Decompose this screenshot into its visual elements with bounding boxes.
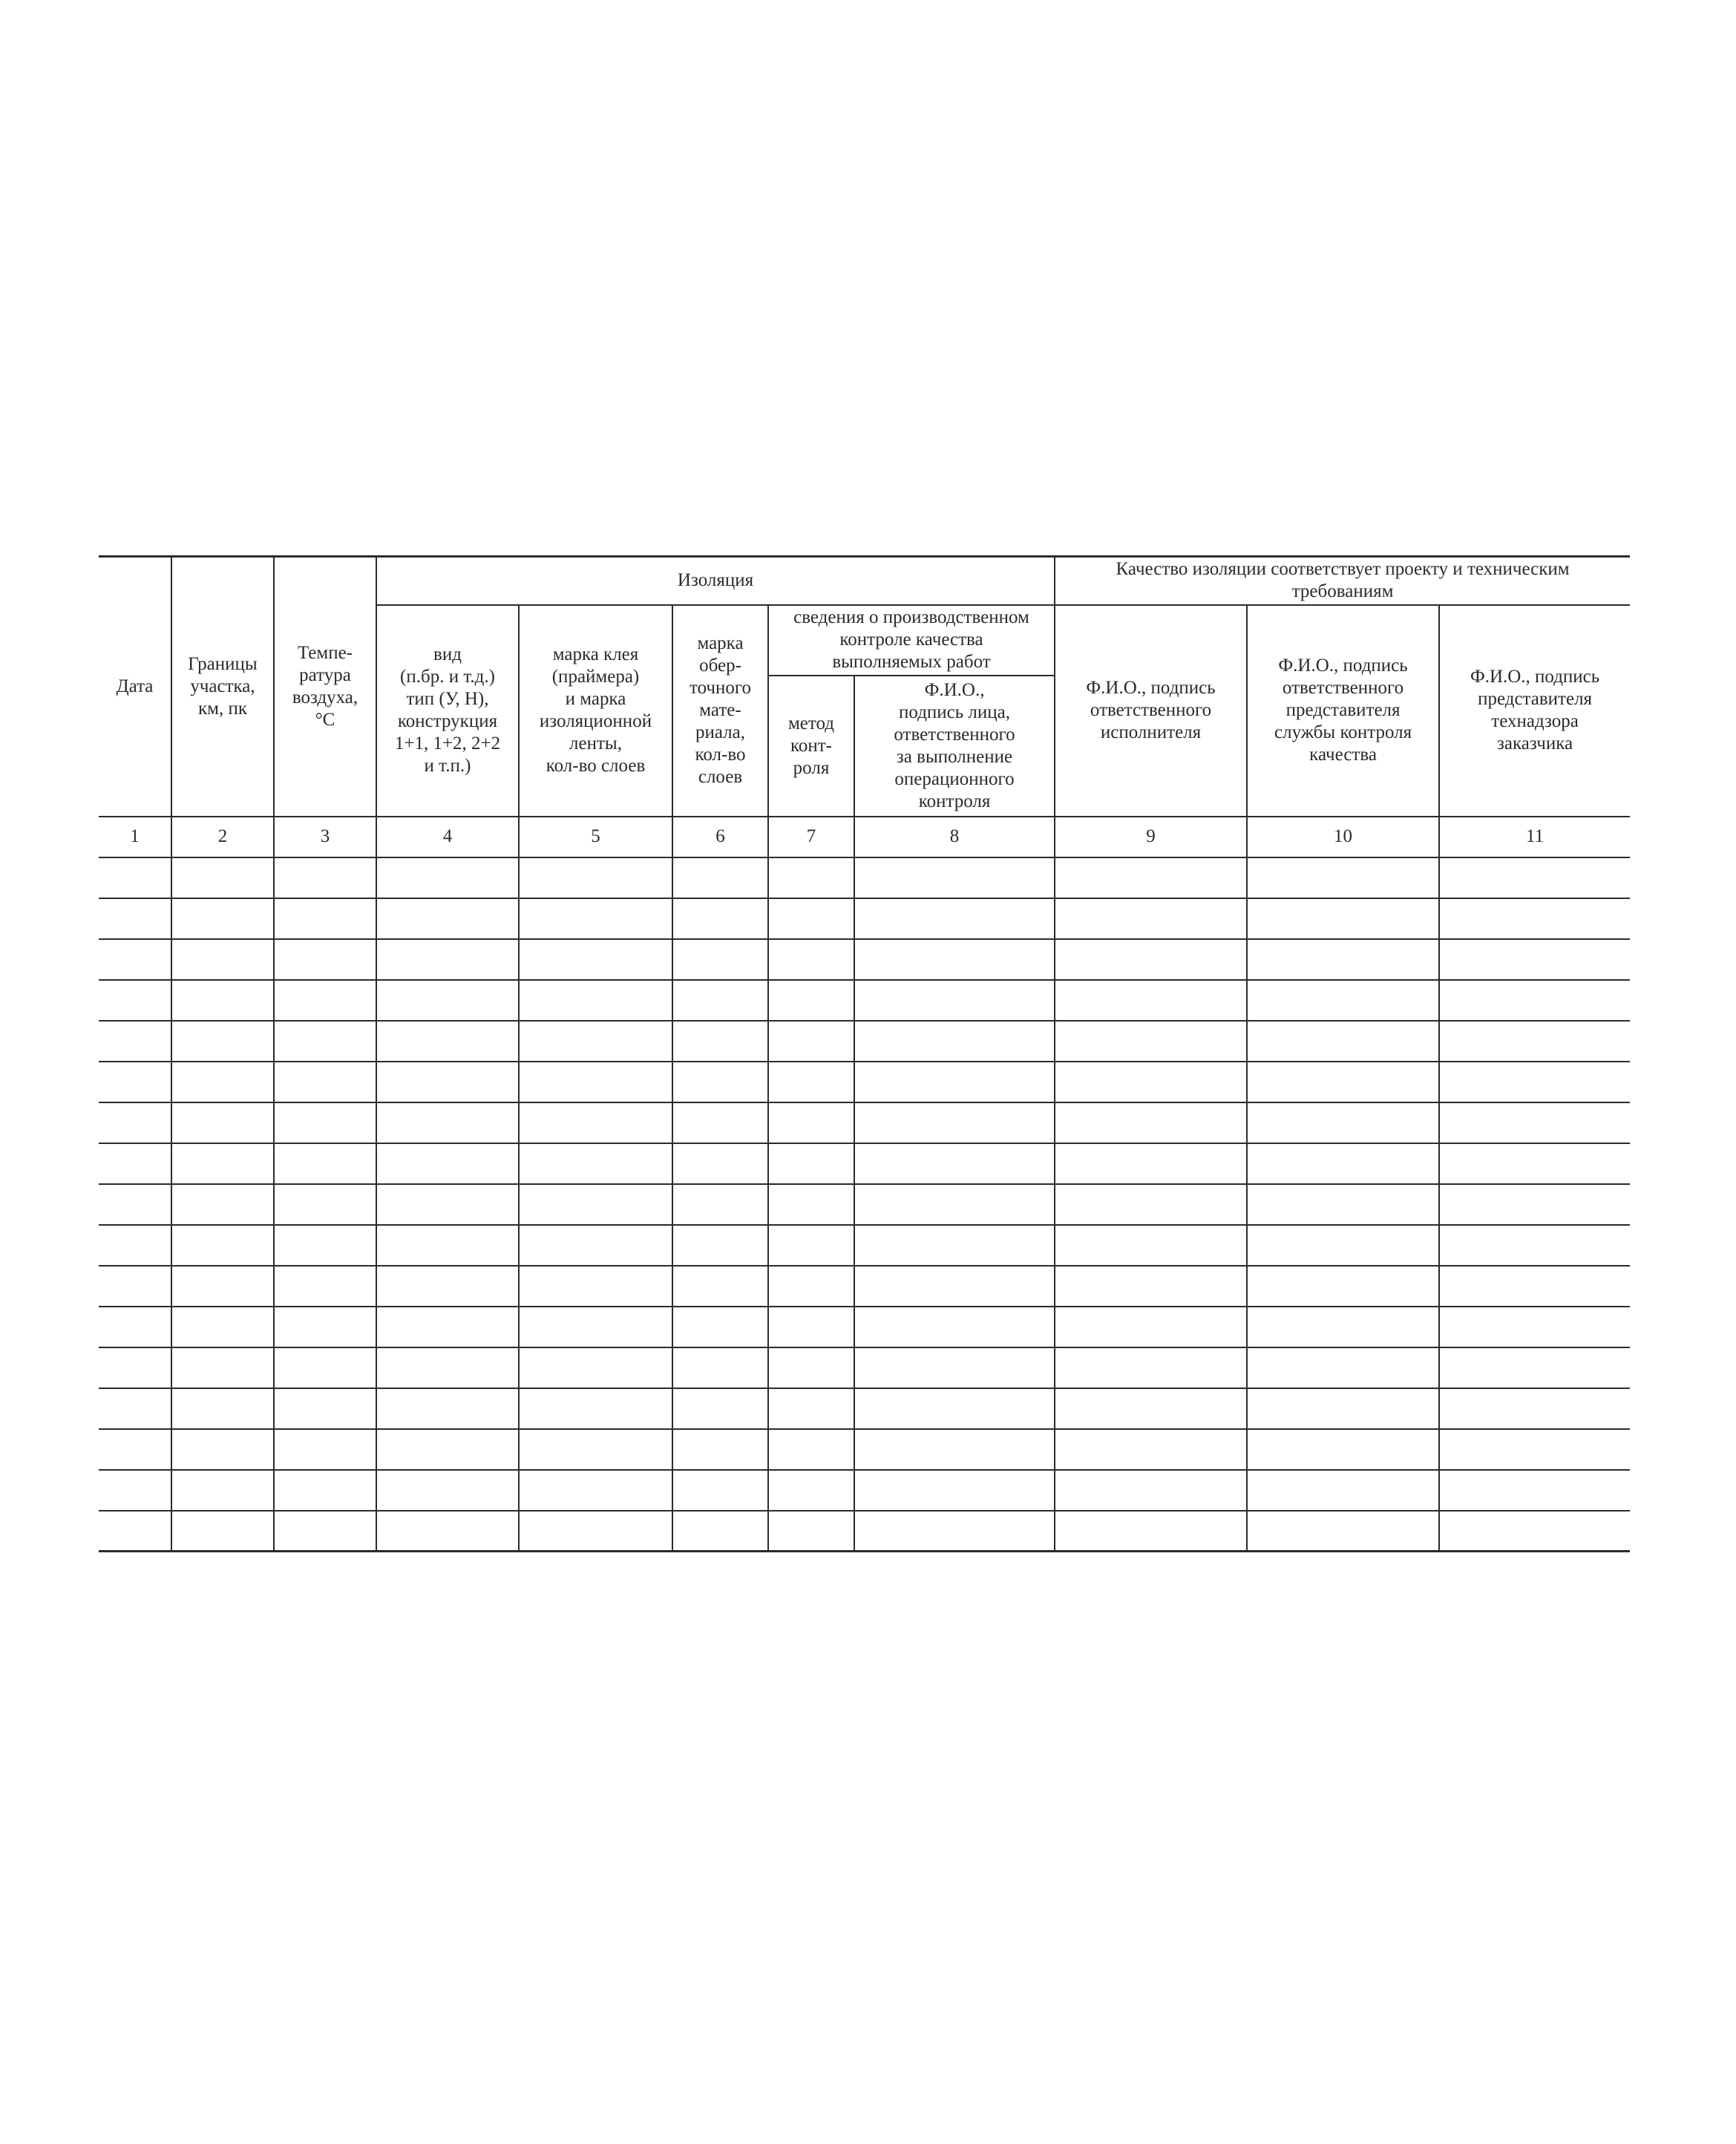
table-cell[interactable]	[1055, 1266, 1247, 1307]
table-row	[99, 1184, 1630, 1225]
table-cell[interactable]	[854, 898, 1055, 939]
table-row	[99, 1143, 1630, 1184]
table-cell[interactable]	[99, 898, 171, 939]
table-cell[interactable]	[1055, 1429, 1247, 1470]
table-cell[interactable]	[672, 1388, 768, 1429]
table-cell[interactable]	[99, 1143, 171, 1184]
table-cell[interactable]	[519, 1225, 672, 1266]
table-cell[interactable]	[768, 939, 854, 980]
table-cell[interactable]	[171, 1062, 274, 1102]
table-cell[interactable]	[1247, 898, 1439, 939]
table-cell[interactable]	[1247, 1511, 1439, 1552]
table-cell[interactable]	[274, 1266, 376, 1307]
table-cell[interactable]	[768, 980, 854, 1021]
table-cell[interactable]	[376, 1062, 519, 1102]
table-cell[interactable]	[1055, 1307, 1247, 1347]
table-cell[interactable]	[1439, 939, 1630, 980]
table-cell[interactable]	[672, 1511, 768, 1552]
table-cell[interactable]	[672, 1102, 768, 1143]
table-cell[interactable]	[672, 1184, 768, 1225]
table-cell[interactable]	[274, 1102, 376, 1143]
table-cell[interactable]	[1439, 898, 1630, 939]
column-number: 10	[1247, 817, 1439, 857]
table-row	[99, 1511, 1630, 1552]
table-cell[interactable]	[171, 857, 274, 898]
header-boundaries: Границы участка, км, пк	[171, 557, 274, 817]
table-cell[interactable]	[672, 1225, 768, 1266]
table-cell[interactable]	[768, 1470, 854, 1511]
table-cell[interactable]	[274, 1062, 376, 1102]
table-row	[99, 1102, 1630, 1143]
journal-sheet	[99, 555, 1630, 1552]
table-cell[interactable]	[274, 1307, 376, 1347]
table-cell[interactable]	[672, 1470, 768, 1511]
table-cell[interactable]	[1247, 939, 1439, 980]
table-cell[interactable]	[274, 939, 376, 980]
table-cell[interactable]	[274, 857, 376, 898]
table-cell[interactable]	[376, 1021, 519, 1062]
table-cell[interactable]	[1439, 1143, 1630, 1184]
table-cell[interactable]	[768, 1021, 854, 1062]
table-cell[interactable]	[1247, 1062, 1439, 1102]
table-cell[interactable]	[854, 1388, 1055, 1429]
table-cell[interactable]	[1247, 857, 1439, 898]
header-quality-service: Ф.И.О., подпись ответственного представителя службы контроля качества	[1247, 605, 1439, 817]
table-cell[interactable]	[672, 1062, 768, 1102]
column-number: 8	[854, 817, 1055, 857]
table-cell[interactable]	[171, 1307, 274, 1347]
header-type: вид (п.бр. и т.д.) тип (У, Н), конструкция 1+1, 1+2, 2+2 и т.п.)	[376, 605, 519, 817]
table-cell[interactable]	[99, 1307, 171, 1347]
table-cell[interactable]	[1247, 1470, 1439, 1511]
table-cell[interactable]	[672, 1266, 768, 1307]
table-cell[interactable]	[854, 1470, 1055, 1511]
table-cell[interactable]	[1247, 1266, 1439, 1307]
table-cell[interactable]	[768, 1143, 854, 1184]
column-number: 6	[672, 817, 768, 857]
table-cell[interactable]	[854, 857, 1055, 898]
table-cell[interactable]	[171, 1225, 274, 1266]
table-cell[interactable]	[376, 1266, 519, 1307]
header-executor: Ф.И.О., подпись ответственного исполнителя	[1055, 605, 1247, 817]
table-cell[interactable]	[854, 1225, 1055, 1266]
table-cell[interactable]	[519, 1266, 672, 1307]
table-row	[99, 939, 1630, 980]
table-cell[interactable]	[672, 1143, 768, 1184]
table-cell[interactable]	[519, 1470, 672, 1511]
table-cell[interactable]	[854, 1266, 1055, 1307]
table-cell[interactable]	[854, 1184, 1055, 1225]
table-cell[interactable]	[376, 1388, 519, 1429]
table-cell[interactable]	[1439, 1388, 1630, 1429]
table-cell[interactable]	[274, 1184, 376, 1225]
table-cell[interactable]	[376, 1184, 519, 1225]
table-cell[interactable]	[376, 939, 519, 980]
table-cell[interactable]	[768, 857, 854, 898]
table-cell[interactable]	[99, 1470, 171, 1511]
table-cell[interactable]	[672, 939, 768, 980]
table-cell[interactable]	[768, 1225, 854, 1266]
table-cell[interactable]	[672, 898, 768, 939]
header-isolation-group: Изоляция	[376, 557, 1055, 605]
table-row	[99, 1021, 1630, 1062]
table-cell[interactable]	[99, 1062, 171, 1102]
table-cell[interactable]	[99, 1266, 171, 1307]
table-cell[interactable]	[1055, 857, 1247, 898]
table-cell[interactable]	[768, 1062, 854, 1102]
table-cell[interactable]	[1439, 1470, 1630, 1511]
table-cell[interactable]	[519, 1062, 672, 1102]
table-cell[interactable]	[854, 939, 1055, 980]
table-cell[interactable]	[1055, 1062, 1247, 1102]
table-cell[interactable]	[171, 1102, 274, 1143]
table-cell[interactable]	[99, 1021, 171, 1062]
column-number: 11	[1439, 817, 1630, 857]
table-cell[interactable]	[171, 980, 274, 1021]
table-cell[interactable]	[768, 1429, 854, 1470]
table-row	[99, 1429, 1630, 1470]
table-row	[99, 898, 1630, 939]
table-cell[interactable]	[1439, 1062, 1630, 1102]
table-row	[99, 1062, 1630, 1102]
table-cell[interactable]	[1247, 1021, 1439, 1062]
header-date: Дата	[99, 557, 171, 817]
table-cell[interactable]	[171, 1429, 274, 1470]
table-cell[interactable]	[672, 1347, 768, 1388]
table-cell[interactable]	[376, 857, 519, 898]
table-cell[interactable]	[99, 1184, 171, 1225]
table-cell[interactable]	[854, 1307, 1055, 1347]
table-cell[interactable]	[1439, 857, 1630, 898]
table-cell[interactable]	[376, 980, 519, 1021]
table-cell[interactable]	[274, 898, 376, 939]
table-cell[interactable]	[171, 1388, 274, 1429]
isolation-journal-table	[99, 555, 1630, 1552]
table-cell[interactable]	[854, 1143, 1055, 1184]
table-cell[interactable]	[99, 1347, 171, 1388]
table-cell[interactable]	[1247, 1102, 1439, 1143]
table-cell[interactable]	[1055, 939, 1247, 980]
table-cell[interactable]	[519, 1429, 672, 1470]
table-cell[interactable]	[1439, 1266, 1630, 1307]
table-cell[interactable]	[1055, 1143, 1247, 1184]
table-cell[interactable]	[1055, 898, 1247, 939]
table-cell[interactable]	[171, 1143, 274, 1184]
table-cell[interactable]	[1439, 1307, 1630, 1347]
column-number: 3	[274, 817, 376, 857]
table-cell[interactable]	[1247, 1347, 1439, 1388]
table-row	[99, 1225, 1630, 1266]
table-cell[interactable]	[274, 1470, 376, 1511]
table-cell[interactable]	[274, 1225, 376, 1266]
table-cell[interactable]	[1055, 1388, 1247, 1429]
table-cell[interactable]	[274, 1511, 376, 1552]
header-row-1	[99, 557, 1630, 605]
table-cell[interactable]	[376, 1143, 519, 1184]
table-cell[interactable]	[376, 898, 519, 939]
table-cell[interactable]	[519, 898, 672, 939]
table-cell[interactable]	[854, 1102, 1055, 1143]
table-cell[interactable]	[274, 1347, 376, 1388]
header-control-group: сведения о производственном контроле качества выполняемых работ	[768, 605, 1055, 676]
table-cell[interactable]	[171, 1266, 274, 1307]
table-cell[interactable]	[376, 1307, 519, 1347]
table-cell[interactable]	[519, 1184, 672, 1225]
table-cell[interactable]	[1055, 1347, 1247, 1388]
table-cell[interactable]	[854, 1429, 1055, 1470]
column-number: 1	[99, 817, 171, 857]
table-row	[99, 857, 1630, 898]
table-cell[interactable]	[672, 980, 768, 1021]
table-cell[interactable]	[171, 1347, 274, 1388]
table-row	[99, 1307, 1630, 1347]
table-cell[interactable]	[854, 1021, 1055, 1062]
header-quality-group: Качество изоляции соответствует проекту и техническим требованиям	[1055, 557, 1630, 605]
table-cell[interactable]	[519, 1143, 672, 1184]
table-cell[interactable]	[1247, 1184, 1439, 1225]
table-cell[interactable]	[171, 1470, 274, 1511]
table-cell[interactable]	[1055, 1470, 1247, 1511]
table-cell[interactable]	[99, 1102, 171, 1143]
table-cell[interactable]	[99, 939, 171, 980]
table-cell[interactable]	[1247, 980, 1439, 1021]
table-cell[interactable]	[1439, 1184, 1630, 1225]
table-cell[interactable]	[519, 939, 672, 980]
header-customer-rep: Ф.И.О., подпись представителя технадзора заказчика	[1439, 605, 1630, 817]
table-cell[interactable]	[99, 1225, 171, 1266]
table-cell[interactable]	[1055, 1102, 1247, 1143]
table-cell[interactable]	[854, 980, 1055, 1021]
table-cell[interactable]	[274, 1388, 376, 1429]
table-cell[interactable]	[1055, 1184, 1247, 1225]
table-cell[interactable]	[274, 1021, 376, 1062]
table-cell[interactable]	[519, 980, 672, 1021]
table-cell[interactable]	[1055, 1511, 1247, 1552]
table-cell[interactable]	[768, 1511, 854, 1552]
table-cell[interactable]	[768, 1266, 854, 1307]
table-cell[interactable]	[854, 1062, 1055, 1102]
header-temperature: Темпе- ратура воздуха, °С	[274, 557, 376, 817]
table-cell[interactable]	[768, 1307, 854, 1347]
table-cell[interactable]	[274, 980, 376, 1021]
table-row	[99, 1470, 1630, 1511]
table-cell[interactable]	[1055, 1021, 1247, 1062]
table-cell[interactable]	[99, 857, 171, 898]
table-cell[interactable]	[1439, 1102, 1630, 1143]
table-cell[interactable]	[376, 1470, 519, 1511]
table-cell[interactable]	[1439, 980, 1630, 1021]
table-row	[99, 1347, 1630, 1388]
table-cell[interactable]	[1055, 1225, 1247, 1266]
table-cell[interactable]	[672, 1021, 768, 1062]
table-cell[interactable]	[1247, 1225, 1439, 1266]
header-control-method: метод конт- роля	[768, 676, 854, 817]
table-cell[interactable]	[854, 1511, 1055, 1552]
table-cell[interactable]	[1439, 1429, 1630, 1470]
table-cell[interactable]	[376, 1102, 519, 1143]
table-row	[99, 980, 1630, 1021]
table-cell[interactable]	[1247, 1143, 1439, 1184]
column-number: 2	[171, 817, 274, 857]
table-cell[interactable]	[171, 939, 274, 980]
column-number-row	[99, 817, 1630, 857]
table-cell[interactable]	[768, 1102, 854, 1143]
table-cell[interactable]	[171, 898, 274, 939]
table-cell[interactable]	[768, 898, 854, 939]
table-cell[interactable]	[519, 1388, 672, 1429]
table-cell[interactable]	[672, 857, 768, 898]
header-glue-brand: марка клея (праймера) и марка изоляционной ленты, кол-во слоев	[519, 605, 672, 817]
table-cell[interactable]	[672, 1307, 768, 1347]
table-cell[interactable]	[672, 1429, 768, 1470]
table-cell[interactable]	[768, 1388, 854, 1429]
table-row	[99, 1388, 1630, 1429]
table-cell[interactable]	[519, 857, 672, 898]
table-cell[interactable]	[1247, 1307, 1439, 1347]
table-cell[interactable]	[171, 1184, 274, 1225]
table-cell[interactable]	[99, 1429, 171, 1470]
table-cell[interactable]	[1439, 1511, 1630, 1552]
table-cell[interactable]	[274, 1143, 376, 1184]
column-number: 7	[768, 817, 854, 857]
table-cell[interactable]	[171, 1021, 274, 1062]
table-cell[interactable]	[1055, 980, 1247, 1021]
table-cell[interactable]	[376, 1429, 519, 1470]
header-control-person: Ф.И.О., подпись лица, ответственного за выполнение операционного контроля	[854, 676, 1055, 817]
table-cell[interactable]	[1439, 1021, 1630, 1062]
table-cell[interactable]	[854, 1347, 1055, 1388]
table-cell[interactable]	[519, 1307, 672, 1347]
table-cell[interactable]	[768, 1347, 854, 1388]
table-cell[interactable]	[171, 1511, 274, 1552]
table-cell[interactable]	[99, 980, 171, 1021]
table-cell[interactable]	[376, 1225, 519, 1266]
table-cell[interactable]	[376, 1347, 519, 1388]
column-number: 5	[519, 817, 672, 857]
table-cell[interactable]	[274, 1429, 376, 1470]
table-cell[interactable]	[519, 1347, 672, 1388]
table-cell[interactable]	[99, 1388, 171, 1429]
column-number: 4	[376, 817, 519, 857]
column-number: 9	[1055, 817, 1247, 857]
table-cell[interactable]	[1247, 1388, 1439, 1429]
table-cell[interactable]	[376, 1511, 519, 1552]
table-cell[interactable]	[768, 1184, 854, 1225]
table-cell[interactable]	[99, 1511, 171, 1552]
table-cell[interactable]	[1439, 1347, 1630, 1388]
table-cell[interactable]	[1439, 1225, 1630, 1266]
table-cell[interactable]	[519, 1102, 672, 1143]
table-row	[99, 1266, 1630, 1307]
header-wrap-brand: марка обер- точного мате- риала, кол-во слоев	[672, 605, 768, 817]
table-cell[interactable]	[1247, 1429, 1439, 1470]
table-cell[interactable]	[519, 1511, 672, 1552]
table-cell[interactable]	[519, 1021, 672, 1062]
